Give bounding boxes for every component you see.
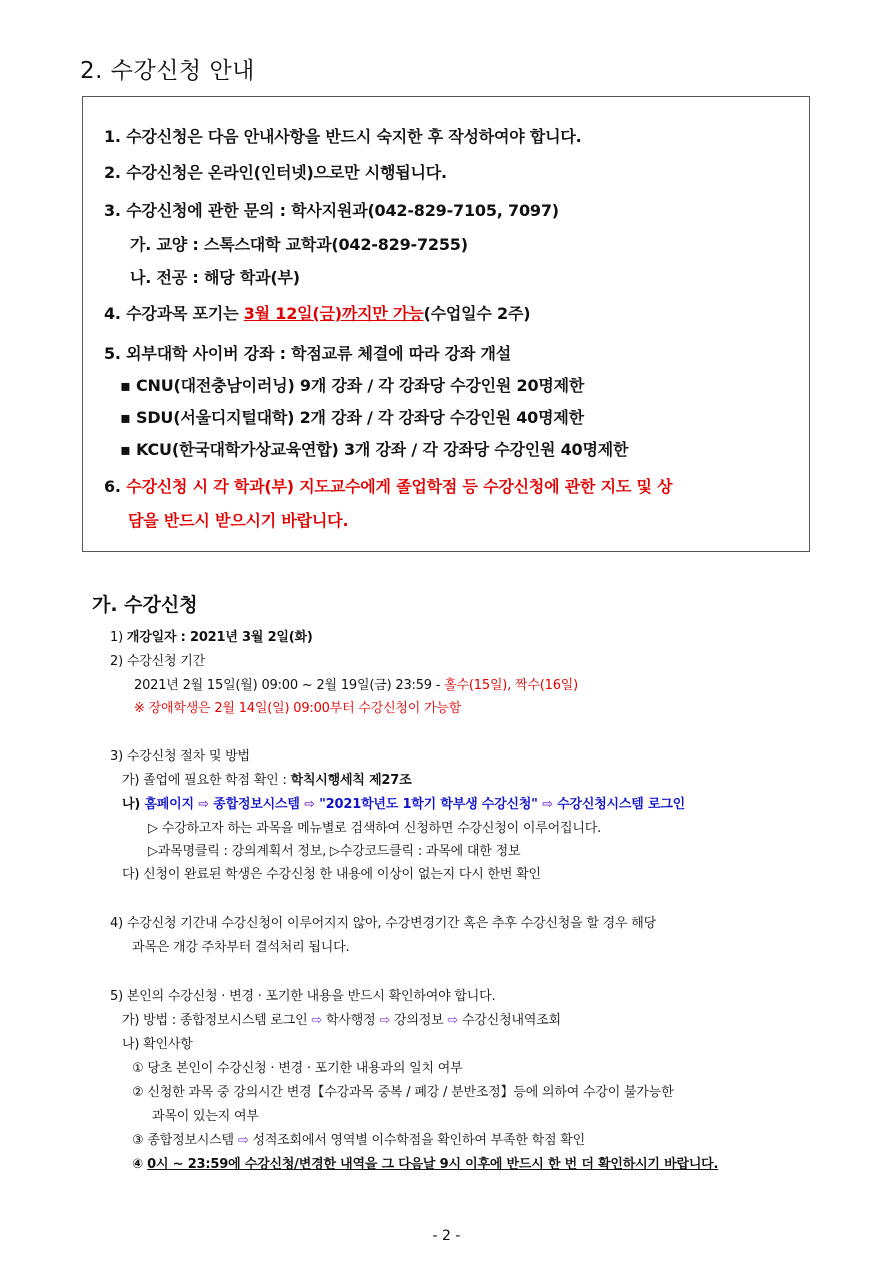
late-registration-line-1: 4) 수강신청 기간내 수강신청이 이루어지지 않아, 수강변경기간 혹은 추후 수강신청을 할 경우 해당 [110,916,657,931]
check-item-3-text: ③ 종합정보시스템 [132,1133,238,1148]
procedure-item-b-number: 나) [122,797,145,812]
procedure-item-b-detail-1: ▷ 수강하고자 하는 과목을 메뉴별로 검색하여 신청하면 수강신청이 이루어집니다. [148,821,602,836]
check-item-4 [132,1153,718,1172]
verification-heading: 5) 본인의 수강신청 · 변경 · 포기한 내용을 반드시 확인하여야 합니다. [110,989,496,1004]
procedure-item-c: 다) 신청이 완료된 학생은 수강신청 한 내용에 이상이 없는지 다시 한번 확인 [122,867,541,882]
registration-odd-even: 홀수(15일), 짝수(16일) [444,678,579,693]
procedure-item-b-detail-2: ▷과목명클릭 : 강의계획서 정보, ▷수강코드클릭 : 과목에 대한 정보 [148,844,521,859]
procedure-item-a [122,769,411,788]
advisor-notice-line-2: 담을 반드시 받으시기 바랍니다. [128,511,349,530]
check-item-4-number: ④ [132,1157,148,1172]
registration-period-dates: 2021년 2월 15일(월) 09:00 ~ 2월 19일(금) 23:59 - [134,678,445,693]
check-item-1: ① 당초 본인이 수강신청 · 변경 · 포기한 내용과의 일치 여부 [132,1061,463,1076]
procedure-item-b [122,793,685,812]
section-heading: 가. 수강신청 [92,594,198,616]
registration-period [134,674,578,693]
nav-step-login: 수강신청시스템 로그인 [557,797,686,812]
check-item-2-line-1: ② 신청한 과목 중 강의시간 변경【수강과목 중복 / 폐강 / 분반조정】등에 의하여 수강이 불가능한 [132,1085,674,1100]
cyber-course-cnu: ▪ CNU(대전충남이러닝) 9개 강좌 / 각 강좌당 수강인원 20명제한 [120,376,585,395]
check-items-heading: 나) 확인사항 [122,1037,193,1052]
notice-item-1: 1. 수강신청은 다음 안내사항을 반드시 숙지한 후 작성하여야 합니다. [104,127,582,146]
disabled-student-note: ※ 장애학생은 2월 14일(일) 09:00부터 수강신청이 가능함 [134,701,462,716]
arrow-right-icon: ⇨ [311,1013,323,1028]
page-title: 2. 수강신청 안내 [80,58,255,84]
notice-item-3a: 가. 교양 : 스톡스대학 교학과(042-829-7255) [130,235,468,254]
late-registration-line-2: 과목은 개강 주차부터 결석처리 됩니다. [132,940,350,955]
procedure-item-a-text: 가) 졸업에 필요한 학점 확인 : [122,773,291,788]
arrow-right-icon: ⇨ [237,1133,249,1148]
arrow-right-icon: ⇨ [379,1013,391,1028]
check-item-3 [132,1129,585,1148]
nav-step-homepage: 홈페이지 [144,797,194,812]
check-item-2-line-2: 과목이 있는지 여부 [152,1109,259,1124]
cyber-course-kcu: ▪ KCU(한국대학가상교육연합) 3개 강좌 / 각 강좌당 수강인원 40명제한 [120,440,629,459]
notice-item-4-prefix: 4. 수강과목 포기는 [104,304,244,323]
notice-item-3b: 나. 전공 : 해당 학과(부) [130,268,300,287]
withdraw-deadline: 3월 12일(금)까지만 가능 [243,304,424,323]
cyber-course-sdu: ▪ SDU(서울디지털대학) 2개 강좌 / 각 강좌당 수강인원 40명제한 [120,408,584,427]
notice-item-5: 5. 외부대학 사이버 강좌 : 학점교류 체결에 따라 강좌 개설 [104,344,511,363]
nav-step-lecture-info: 강의정보 [394,1013,444,1028]
arrow-right-icon: ⇨ [542,797,553,812]
arrow-right-icon: ⇨ [304,797,315,812]
check-item-4-text: 0시 ~ 23:59에 수강신청/변경한 내역을 그 다음날 9시 이후에 반드시 한 번 더 확인하시기 바랍니다. [147,1157,719,1172]
arrow-right-icon: ⇨ [198,797,209,812]
notice-item-4 [104,301,530,324]
verification-method [122,1009,561,1028]
procedure-heading: 3) 수강신청 절차 및 방법 [110,749,250,764]
notice-item-3: 3. 수강신청에 관한 문의 : 학사지원과(042-829-7105, 7097) [104,201,559,220]
opening-date-text: 개강일자 : 2021년 3월 2일(화) [126,630,313,645]
notice-item-6-number: 6. [104,477,127,496]
nav-step-academic: 학사행정 [326,1013,376,1028]
nav-step-portal: 종합정보시스템 [213,797,300,812]
nav-step-registration-menu: "2021학년도 1학기 학부생 수강신청" [319,797,538,812]
notice-item-2: 2. 수강신청은 온라인(인터넷)으로만 시행됩니다. [104,163,447,182]
arrow-right-icon: ⇨ [447,1013,459,1028]
notice-item-6 [104,474,672,497]
page-number: - 2 - [432,1228,461,1244]
verification-method-text: 가) 방법 : 종합정보시스템 로그인 [122,1013,312,1028]
registration-period-heading: 2) 수강신청 기간 [110,654,205,669]
opening-date [110,626,313,645]
advisor-notice-line-1: 수강신청 시 각 학과(부) 지도교수에게 졸업학점 등 수강신청에 관한 지도 및 상 [126,477,673,496]
check-item-3-detail: 성적조회에서 영역별 이수학점을 확인하여 부족한 학점 확인 [252,1133,586,1148]
opening-date-number: 1) [110,630,127,645]
notice-item-4-suffix: (수업일수 2주) [423,304,531,323]
nav-step-history: 수강신청내역조회 [462,1013,561,1028]
regulation-reference: 학칙시행세칙 제27조 [290,773,412,788]
